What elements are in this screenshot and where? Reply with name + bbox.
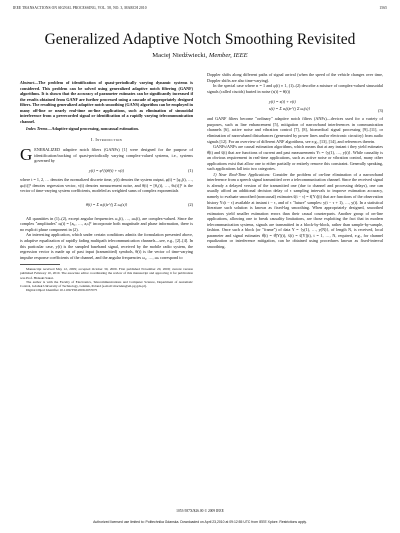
equation-3-line-2: s(t) = Σ aᵢ(t)e^{j Σ ωᵢ(s)} xyxy=(269,105,311,111)
abstract-text: The problem of identification of quasi-periodically varying dynamic systems is considered. This problem can be solved using generalized adaptive notch filtering (GANF) algorithms. It is shown that the accuracy of parameter estimates can be significantly increased if the results obtained from GANF are further processed using a cascade of appropriately designed filters. The resulting generalized adaptive notch smoothing (GANS) algorithm can be employed in many off-line or nearly real-time on-line applications, such as elimination of sinusoidal interference from a prerecorded signal or identification of a rapidly varying telecommunication channel. xyxy=(20,80,193,124)
abstract-label: Abstract— xyxy=(20,80,39,85)
footnote-divider xyxy=(20,264,60,265)
license-notice: Authorized licensed use limited to: Politechnika Gdanska. Downloaded on April 23,2010 at 09:12:55 UTC from IEEE Xplore. Restrictions apply. xyxy=(93,520,307,524)
drop-cap: G xyxy=(20,144,33,164)
author-role: Member, IEEE xyxy=(208,52,248,59)
equation-3 xyxy=(207,99,383,112)
left-column xyxy=(20,80,193,292)
section-title-introduction: I. Introduction xyxy=(90,137,123,143)
footnote-line-1: Manuscript received May 12, 2009; accepted October 30, 2009. First published November 20, 2009; current version published February 10, 2010. The associate editor coordinating the review of this manuscript and approving it for publication was Prof. Hideaki Sakai. xyxy=(20,267,193,280)
equation-1 xyxy=(20,168,193,174)
author-name: Maciej Niedźwiecki, xyxy=(152,52,208,59)
header-journal: IEEE TRANSACTIONS ON SIGNAL PROCESSING, VOL. 58, NO. 3, MARCH 2010 xyxy=(13,6,147,10)
subsection-heading: 1) Near Real-Time Applications: xyxy=(213,171,271,177)
right-paragraph-2: In the special case where n = 1 and φ(t) ≡ 1, (1)–(2) describe a mixture of complex-valued sinusoidal signals (called cisoids) buried in noise (s(t) = θ(t)) xyxy=(207,83,383,94)
index-terms xyxy=(20,126,193,132)
intro-paragraph-3: All quantities in (1)–(2), except angular frequencies ω₁(t), …, ωₖ(t), are complex-valued. Since the complex "amplitudes" αᵢ(t) = [aᵢ₁, …, aᵢₙ]ᵀ incorporate both magnitude and phase information, there is no explicit phase component in (2). xyxy=(20,215,193,232)
right-paragraph-4: GANFs/ANFs are causal estimation algorithms, which means that at any instant t they yield estimates θ̂(t) and ŝ(t) that are functions of current and past measurements Yₜ = {y(1), …, y(t)}. While causality is an obvious requirement in real-time applications, such as active noise or vibration control, many other applications exist that allow one to either partially or entirely remove this constraint. Generally speaking, such applications fall into two categories. xyxy=(207,144,383,172)
equation-2-number: (2) xyxy=(188,202,193,208)
right-paragraph-5 xyxy=(207,172,383,250)
equation-3-number: (3) xyxy=(378,108,383,114)
footnote-line-3: Digital Object Identifier 10.1109/TSP.2009.2037075 xyxy=(26,288,98,293)
intro-paragraph-4: An interesting application, which under certain conditions admits the formulation presented above, is adaptive equalization of rapidly fading multipath telecommunication channels—see, e.g., [2]–[4]. In this particular case, y(t) is the sampled baseband signal, received by the mobile radio system, the regression vector is made up of past input (transmitted) symbols, θ(t) is the vector of time-varying impulse response coefficients of the channel, and the angular frequencies ω₁, …, ωₖ correspond to xyxy=(20,232,193,260)
copyright-line: 1053-587X/$26.00 © 2009 IEEE xyxy=(176,509,224,513)
index-terms-text: Adaptive signal processing, noncausal estimation. xyxy=(51,125,139,131)
footnote-line-2: The author is with the Faculty of Electronics, Telecommunications and Computer Science, Department of Automatic Control, Gdańsk University of Technology, Gdańsk, Poland (e-mail: maciekn@eti.pg.gda.pl). xyxy=(20,279,193,288)
paper-title: Generalized Adaptive Notch Smoothing Revisited xyxy=(44,31,356,48)
intro-paragraph-1 xyxy=(20,144,193,164)
footnote xyxy=(20,267,193,292)
running-header xyxy=(13,6,387,10)
equation-2-body: θ(t) = Σ αᵢ(t)e^{j Σ ωᵢ(s)} xyxy=(85,202,128,208)
abstract xyxy=(20,80,193,124)
right-paragraph-3: and GANF filters become "ordinary" adaptive notch filters (ANFs)—devices used for a variety of purposes, such as line enhancement [5], mitigation of narrowband interferences in communication channels [6], active noise and vibration control [7], [8], biomedical signal processing [9]–[11], or elimination of narrowband disturbances (generated by power lines and/or electronic circuitry) from audio signals [12]. For an overview of different ANF algorithms, see e.g., [13], [14], and references therein. xyxy=(207,116,383,144)
intro-paragraph-2: where t = 1, 2, … denotes the normalized discrete time, y(t) denotes the system output, φ(t) = [φ₁(t), …, φₙ(t)]ᵀ denotes regression vector, v(t) denotes measurement noise, and θ(t) = [θ₁(t), …, θₙ(t)]ᵀ is the vector of time-varying system coefficients, modeled as weighted sums of complex exponentials xyxy=(20,177,193,194)
right-paragraph-1: Doppler shifts along different paths of signal arrival (when the speed of the vehicle changes over time, Doppler shifts are also time-varying). xyxy=(207,72,383,83)
index-terms-label: Index Terms— xyxy=(26,125,52,131)
intro-text-1: adaptive notch filters (GANFs) [1] were designed for the purpose of identification/tracking of quasi-periodically varying complex-valued systems, i.e., systems governed by xyxy=(34,146,193,164)
intro-first-word: ENERALIZED xyxy=(34,146,61,152)
header-page-number: 1565 xyxy=(379,6,387,10)
right-paragraph-5-text: Consider the problem of on-line elimination of a narrowband interference from a speech signal transmitted over a telecommunication channel. Since the received signal is already a delayed version of the transmitted one (due to channel and processing delays), one can usually afford an additional decision delay of τ sampling intervals to improve estimation accuracy, namely to evaluate smoothed (noncausal) estimates ŝ(t − τ) = ŝ[Yₜ](t) that are functions of the observation history Yₜ(t − τ) available at instant t − τ, and of τ "future" samples: y(t − τ + 1), …, y(t). In a statistical literature such solution is known as fixed-lag smoothing. When appropriately designed, smoothed estimators yield smaller estimation errors than their causal counterparts. Another group of on-line applications, allowing one to break causality limitations, are those exploiting the fact that in modern telecommunication systems, signals are transmitted in a block-by-block, rather than sample-by-sample, fashion. Once such a block (or "frame") of data Y = {y(1), …, y(N)}, of length N, is received, local parameter and signal estimates θ̂(t) = θ̂[Y](t), ŝ(t) = ŝ[Y](t), t = 1, …, N, required, e.g., for channel equalization or interference mitigation, can be obtained using procedures known as fixed-interval smoothing. xyxy=(207,171,383,249)
equation-1-body: y(t) = φᵀ(t)θ(t) + v(t) xyxy=(89,167,124,173)
equation-1-number: (1) xyxy=(188,167,193,173)
right-column xyxy=(207,72,383,250)
equation-3-line-1: y(t) = s(t) + v(t) xyxy=(269,99,296,105)
equation-2 xyxy=(20,198,193,212)
author-line xyxy=(0,52,400,59)
